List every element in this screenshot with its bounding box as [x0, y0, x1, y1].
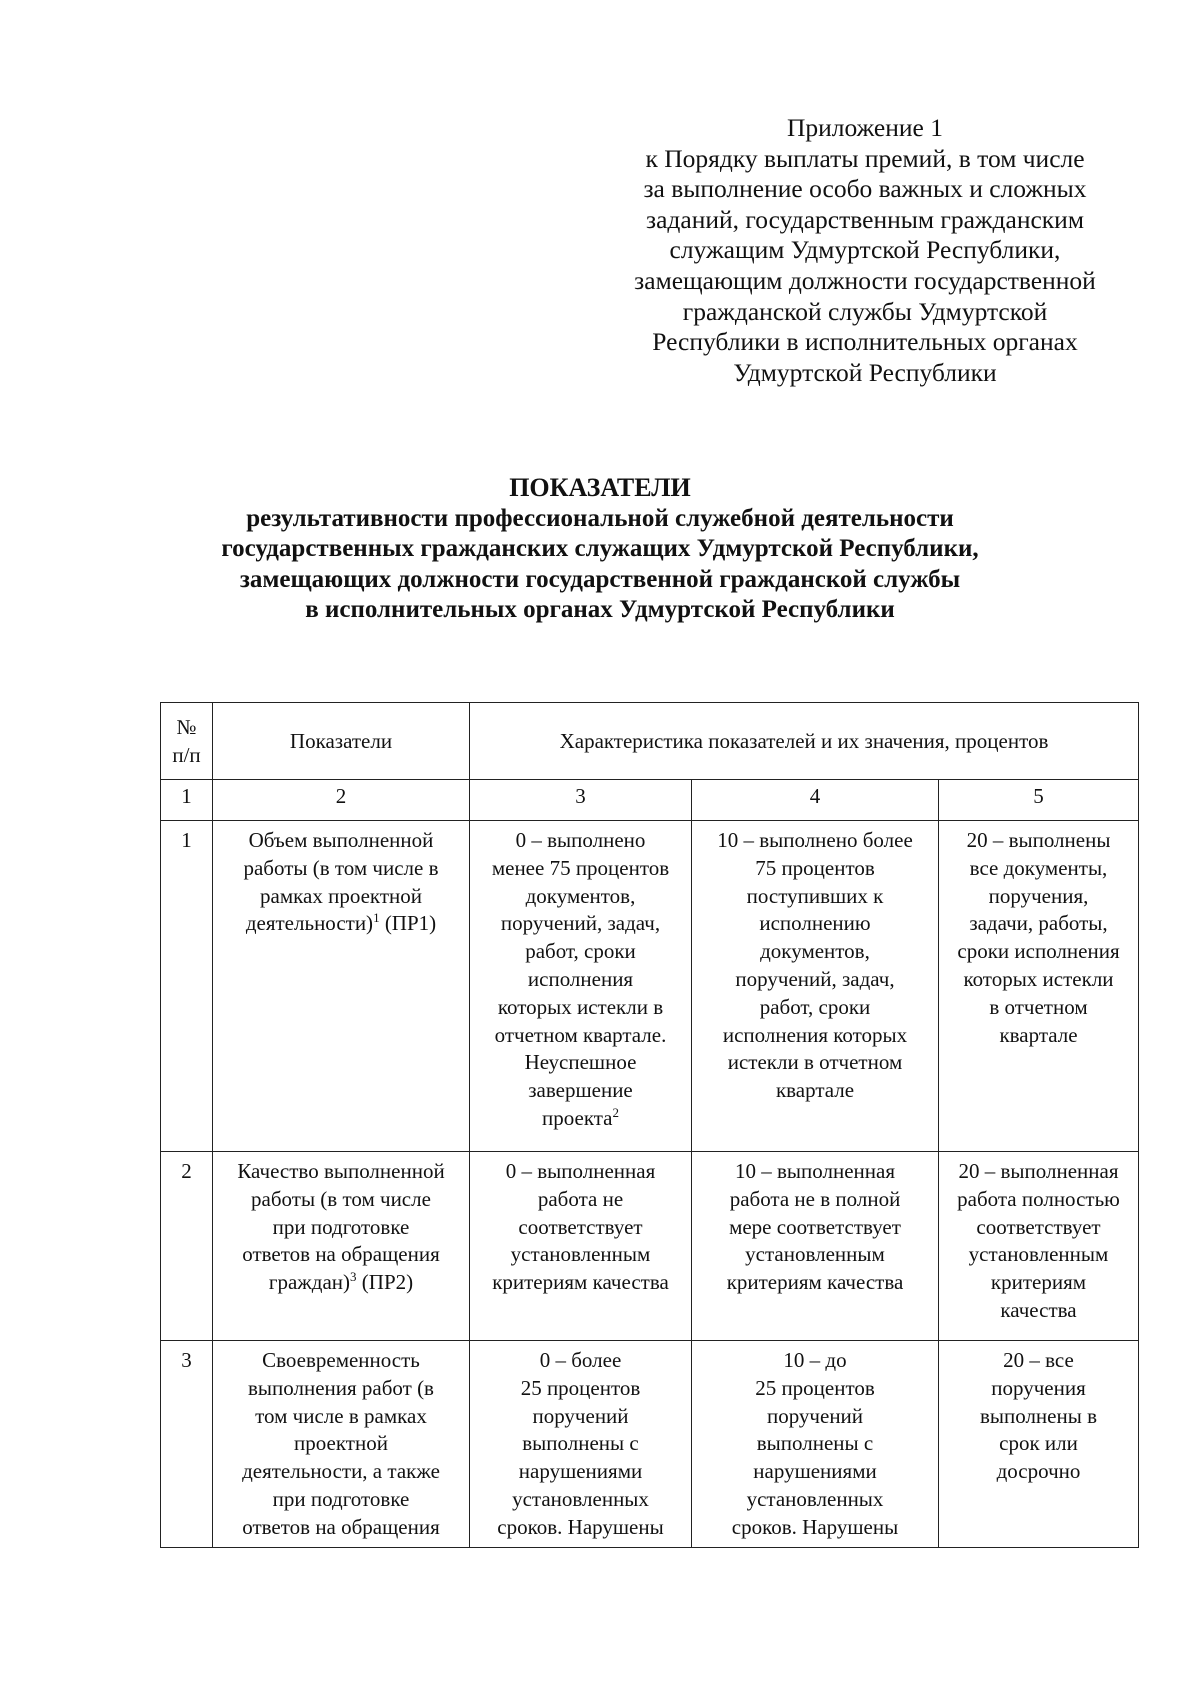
- value-line: отчетном квартале.: [494, 1022, 667, 1047]
- table-row: [161, 1152, 1139, 1341]
- value-line: 25 процентов: [755, 1375, 875, 1400]
- row-number-cell: 2: [161, 1152, 213, 1341]
- indicator-line: том числе в рамках: [255, 1403, 427, 1428]
- value-line: работа полностью: [957, 1186, 1120, 1211]
- value-line: срок или: [999, 1431, 1078, 1456]
- value-cell-col3: [470, 1152, 692, 1341]
- appendix-line: заданий, государственным гражданским: [646, 204, 1084, 234]
- value-line: выполнены с: [522, 1431, 639, 1456]
- value-line: поручений, задач,: [735, 966, 895, 991]
- row-number-cell: 3: [161, 1341, 213, 1548]
- indicator-line: ответов на обращения: [242, 1514, 440, 1539]
- indicator-line: проектной: [294, 1431, 388, 1456]
- value-line: менее 75 процентов: [491, 855, 670, 880]
- header-num-symbol: №: [176, 715, 197, 740]
- indicator-line: деятельности, а также: [242, 1459, 440, 1484]
- appendix-block: [600, 113, 1130, 388]
- value-line: 20 – выполненная: [958, 1159, 1119, 1183]
- table-row: [161, 821, 1139, 1152]
- value-cell-col3: [470, 1341, 692, 1548]
- value-line: документов,: [760, 939, 870, 964]
- value-line: работ, сроки: [759, 994, 871, 1019]
- column-number-cell: 5: [939, 780, 1139, 821]
- document-subtitle-line: в исполнительных органах Удмуртской Республики: [305, 596, 895, 623]
- indicator-line: работы (в том числе в: [243, 855, 439, 880]
- value-line: поручения: [991, 1375, 1086, 1400]
- header-indicators-cell: [213, 703, 470, 780]
- value-line: Неуспешное: [524, 1050, 637, 1075]
- value-line: установленным: [745, 1242, 885, 1267]
- row-number-cell: 1: [161, 821, 213, 1152]
- value-line: которых истекли в: [497, 994, 664, 1019]
- value-line: критериям качества: [492, 1270, 669, 1295]
- value-line: нарушениями: [518, 1459, 643, 1484]
- value-line: установленным: [968, 1242, 1109, 1267]
- indicator-line: [215, 1269, 467, 1297]
- value-line: 10 – выполнено более: [717, 828, 913, 852]
- indicator-text: деятельности): [245, 911, 374, 936]
- indicator-line: Качество выполненной: [237, 1159, 445, 1183]
- header-num-cell: [161, 703, 213, 780]
- value-cell-col4: [692, 1152, 939, 1341]
- value-line: 10 – до: [783, 1348, 847, 1372]
- header-characteristics-label: Характеристика показателей и их значения, процентов: [559, 729, 1049, 754]
- value-line: качества: [1000, 1297, 1077, 1322]
- document-subtitle-line: результативности профессиональной служебной деятельности: [246, 504, 954, 532]
- value-line: работа не: [537, 1186, 624, 1211]
- value-cell-col4: [692, 821, 939, 1152]
- column-number-cell: 1: [161, 780, 213, 821]
- value-line: поручений: [766, 1403, 864, 1428]
- value-cell-col3: [470, 821, 692, 1152]
- value-line: 20 – выполнены: [966, 828, 1111, 852]
- value-cell-col5: [939, 1152, 1139, 1341]
- column-number-cell: 2: [213, 780, 470, 821]
- value-cell-col4: [692, 1341, 939, 1548]
- appendix-line: Удмуртской Республики: [733, 357, 997, 387]
- value-line: критериям качества: [726, 1270, 904, 1295]
- value-line: критериям: [990, 1270, 1087, 1295]
- value-line: выполнены в: [979, 1403, 1098, 1428]
- appendix-line: к Порядку выплаты премий, в том числе: [645, 143, 1085, 173]
- indicator-cell: [213, 1152, 470, 1341]
- value-line: сроки исполнения: [957, 939, 1120, 964]
- value-line: поручения,: [988, 883, 1089, 908]
- appendix-line: замещающим должности государственной: [634, 265, 1096, 295]
- value-line: 75 процентов: [755, 855, 875, 880]
- column-number-cell: 3: [470, 780, 692, 821]
- column-number-row: [161, 780, 1139, 821]
- appendix-line: Республики в исполнительных органах: [652, 327, 1078, 357]
- value-line: соответствует: [518, 1214, 643, 1239]
- footnote-ref: 3: [350, 1269, 357, 1285]
- table-row: [161, 1341, 1139, 1548]
- value-line: установленных: [746, 1486, 884, 1511]
- document-heading: [0, 473, 1200, 626]
- value-line: работа не в полной: [729, 1186, 901, 1211]
- indicator-line: рамках проектной: [260, 883, 422, 908]
- value-line: работ, сроки: [525, 939, 636, 964]
- value-line: все документы,: [969, 855, 1108, 880]
- indicator-cell: [213, 821, 470, 1152]
- value-line: 0 – более: [539, 1348, 622, 1372]
- indicator-code: (ПР1): [379, 911, 437, 936]
- appendix-line: служащим Удмуртской Республики,: [669, 235, 1061, 265]
- value-line: которых истекли: [963, 966, 1114, 991]
- table-header-row: [161, 703, 1139, 780]
- header-num-abbr: п/п: [172, 743, 201, 767]
- value-line: в отчетном: [989, 994, 1088, 1019]
- indicators-table: [160, 702, 1139, 1548]
- value-line: исполнению: [759, 911, 871, 936]
- value-line: сроков. Нарушены: [497, 1514, 664, 1539]
- value-line: 0 – выполненная: [505, 1159, 656, 1183]
- indicator-line: [215, 910, 467, 938]
- value-line: сроков. Нарушены: [731, 1514, 899, 1539]
- value-line: квартале: [999, 1022, 1078, 1047]
- indicator-line: Объем выполненной: [248, 828, 434, 852]
- value-line: 25 процентов: [520, 1375, 641, 1400]
- value-line: документов,: [525, 883, 636, 908]
- value-line: исполнения которых: [722, 1022, 908, 1047]
- value-line: установленным: [510, 1242, 651, 1267]
- value-line: выполнены с: [756, 1431, 874, 1456]
- value-line: исполнения: [527, 966, 634, 991]
- value-line: задачи, работы,: [969, 911, 1108, 936]
- appendix-line: Приложение 1: [787, 113, 943, 142]
- value-line: истекли в отчетном: [727, 1050, 903, 1075]
- column-number-cell: 4: [692, 780, 939, 821]
- value-line: поручений: [532, 1403, 629, 1428]
- appendix-line: за выполнение особо важных и сложных: [643, 174, 1087, 204]
- value-cell-col5: [939, 821, 1139, 1152]
- value-line: нарушениями: [753, 1459, 877, 1484]
- value-line: [472, 1105, 689, 1133]
- header-characteristics-cell: [470, 703, 1139, 780]
- footnote-ref: 1: [373, 910, 380, 926]
- indicator-cell: [213, 1341, 470, 1548]
- value-line: квартале: [775, 1078, 855, 1103]
- value-text: проекта: [542, 1105, 613, 1130]
- appendix-line: гражданской службы Удмуртской: [682, 296, 1048, 326]
- value-cell-col5: [939, 1341, 1139, 1548]
- value-line: мере соответствует: [729, 1214, 901, 1239]
- value-line: 10 – выполненная: [735, 1159, 895, 1183]
- value-line: установленных: [512, 1486, 649, 1511]
- indicator-line: работы (в том числе: [251, 1186, 431, 1211]
- indicator-line: при подготовке: [272, 1214, 410, 1239]
- indicator-line: при подготовке: [272, 1486, 410, 1511]
- indicator-line: ответов на обращения: [242, 1242, 440, 1267]
- document-title: ПОКАЗАТЕЛИ: [509, 473, 691, 502]
- header-indicators-label: Показатели: [289, 729, 393, 754]
- value-line: 20 – все: [1003, 1348, 1074, 1372]
- indicator-code: (ПР2): [356, 1270, 414, 1295]
- footnote-ref: 2: [612, 1104, 619, 1120]
- value-line: соответствует: [976, 1214, 1101, 1239]
- indicator-line: выполнения работ (в: [248, 1375, 434, 1400]
- value-line: 0 – выполнено: [515, 828, 646, 852]
- value-line: поручений, задач,: [500, 911, 661, 936]
- document-subtitle-line: государственных гражданских служащих Удмуртской Республики,: [221, 535, 979, 562]
- value-line: завершение: [528, 1078, 633, 1103]
- indicator-text: граждан): [268, 1270, 351, 1295]
- value-line: поступивших к: [746, 883, 884, 908]
- indicator-line: Своевременность: [262, 1348, 420, 1372]
- value-line: досрочно: [996, 1459, 1081, 1484]
- document-subtitle-line: замещающих должности государственной гражданской службы: [239, 565, 961, 593]
